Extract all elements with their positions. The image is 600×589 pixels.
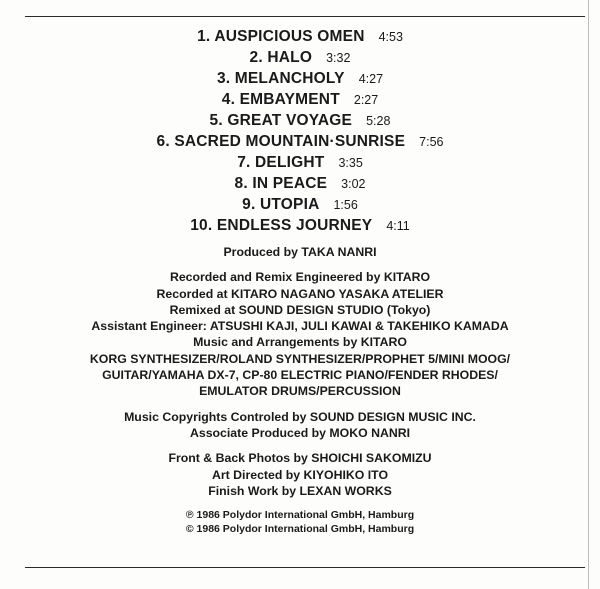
track-duration: 4:11 [386,219,410,233]
credit-line: EMULATOR DRUMS/PERCUSSION [199,384,401,399]
copyright-notice: © 1986 Polydor International GmbH, Hamburg [185,523,415,536]
track-row [0,89,600,110]
track-title: 10. ENDLESS JOURNEY [190,217,373,234]
credit-line: Music and Arrangements by KITARO [193,335,407,350]
top-divider [25,16,585,17]
track-duration: 4:27 [358,72,384,86]
track-title: 2. HALO [249,49,313,66]
credit-line: Music Copyrights Controled by SOUND DESIGN MUSIC INC. [124,409,476,424]
credit-line: Recorded at KITARO NAGANO YASAKA ATELIER [156,286,444,301]
credit-line: GUITAR/YAMAHA DX-7, CP-80 ELECTRIC PIANO/FENDER RHODES/ [102,368,498,383]
track-duration: 1:56 [333,198,358,212]
track-title: 4. EMBAYMENT [221,91,340,108]
track-duration: 3:32 [326,51,351,65]
track-row [0,26,600,47]
credit-line: KORG SYNTHESIZER/ROLAND SYNTHESIZER/PROPHET 5/MINI MOOG/ [89,351,511,366]
track-duration: 3:35 [338,156,363,170]
track-row [0,131,600,152]
track-title: 6. SACRED MOUNTAIN·SUNRISE [156,133,406,150]
art-credits [0,450,600,499]
credit-line: Art Directed by KIYOHIKO ITO [211,467,389,482]
track-row [0,173,600,194]
credit-line: Front & Back Photos by SHOICHI SAKOMIZU [168,451,432,466]
engineering-credits [0,269,600,399]
credit-line: Recorded and Remix Engineered by KITARO [169,270,431,285]
track-duration: 4:53 [378,30,403,44]
credit-line: Assistant Engineer: ATSUSHI KAJI, JULI KAWAI & TAKEHIKO KAMADA [91,319,509,334]
track-row [0,152,600,173]
track-title: 5. GREAT VOYAGE [209,112,353,129]
track-list [0,26,600,236]
track-title: 3. MELANCHOLY [216,70,345,87]
track-row [0,47,600,68]
track-row [0,110,600,131]
track-duration: 7:56 [419,135,444,149]
credit-line: Finish Work by LEXAN WORKS [208,483,392,498]
credit-line: Remixed at SOUND DESIGN STUDIO (Tokyo) [169,302,431,317]
track-title: 1. AUSPICIOUS OMEN [197,28,365,45]
track-duration: 2:27 [353,93,379,107]
producer-credit [0,244,600,260]
track-row [0,194,600,215]
legal-notice [0,508,600,536]
credits [0,244,600,545]
track-title: 8. IN PEACE [234,175,328,192]
track-title: 9. UTOPIA [242,196,320,213]
copyright-credits [0,409,600,442]
track-duration: 3:02 [341,177,366,191]
credit-line: Produced by TAKA NANRI [223,245,377,259]
track-title: 7. DELIGHT [237,154,325,171]
track-row [0,215,600,236]
track-duration: 5:28 [366,114,391,128]
credit-line: Associate Produced by MOKO NANRI [189,425,411,440]
track-row [0,68,600,89]
bottom-divider [25,567,585,568]
phonogram-notice: ℗ 1986 Polydor International GmbH, Hamburg [185,509,415,522]
